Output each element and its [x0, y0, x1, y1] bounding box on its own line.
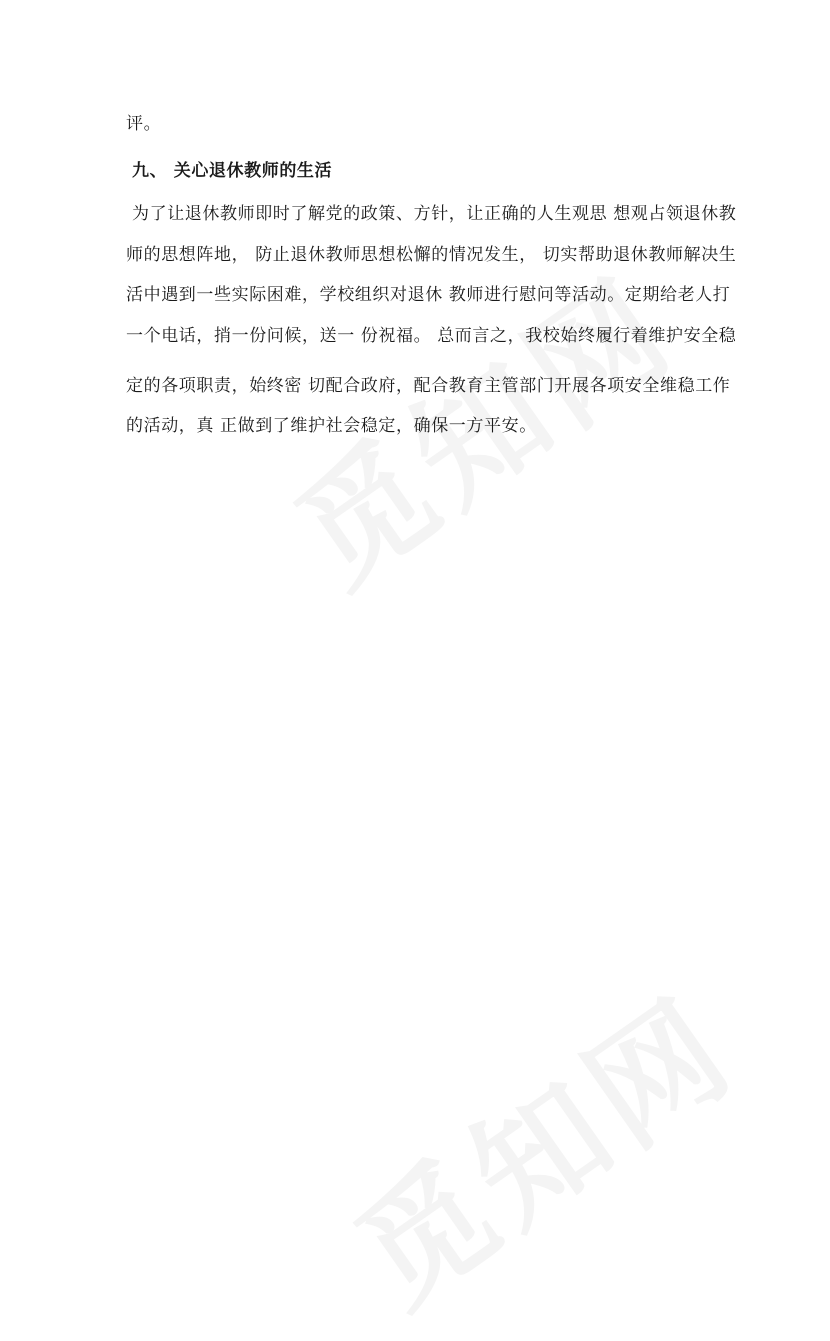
paragraph-line: 师的思想阵地， 防止退休教师思想松懈的情况发生， 切实帮助退休教师解决生: [126, 245, 737, 265]
watermark: [314, 946, 765, 1340]
fragment-line: 评。: [126, 114, 162, 134]
paragraph-line: 为了让退休教师即时了解党的政策、方针，让正确的人生观思 想观占领退休教: [132, 204, 737, 224]
paragraph-line: 活中遇到一些实际困难，学校组织对退休 教师进行慰问等活动。定期给老人打: [126, 285, 731, 305]
paragraph-line: 定的各项职责，始终密 切配合政府，配合教育主管部门开展各项安全维稳工作: [126, 376, 731, 396]
paragraph-line: 一个电话，捎一份问候，送一 份祝福。 总而言之，我校始终履行着维护安全稳: [126, 326, 737, 346]
section-heading: 九、 关心退休教师的生活: [132, 161, 333, 181]
paragraph-line: 的活动，真 正做到了维护社会稳定，确保一方平安。: [126, 416, 537, 436]
